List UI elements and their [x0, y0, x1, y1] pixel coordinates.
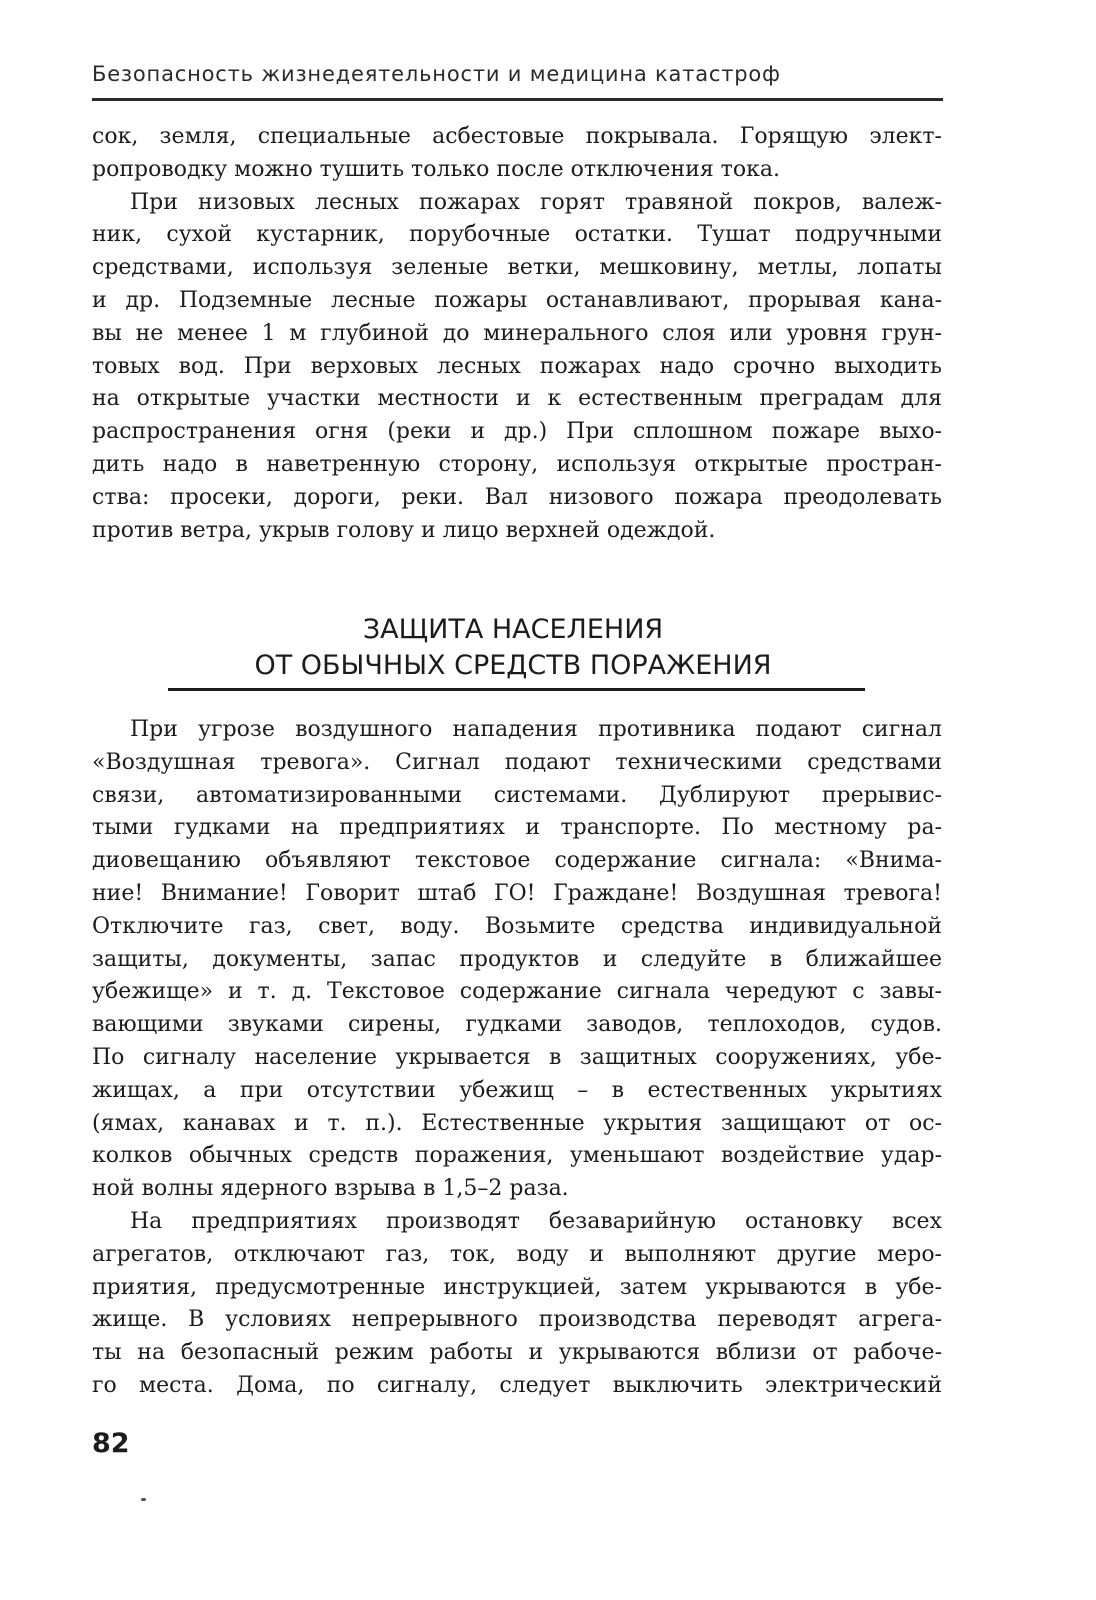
text-line: ропроводку можно тушить только после отключения тока. — [92, 156, 780, 182]
text-line: жище. В условиях непрерывного производства переводят агрега- — [92, 1307, 942, 1333]
text-line: (ямах, канавах и т. п.). Естественные укрытия защищают от ос- — [92, 1110, 942, 1136]
text-line: защиты, документы, запас продуктов и следуйте в ближайшее — [92, 946, 942, 972]
running-head: Безопасность жизнедеятельности и медицина катастроф — [92, 62, 781, 86]
text-line: тыми гудками на предприятиях и транспорте. По местному ра- — [92, 815, 942, 841]
text-line: По сигналу население укрывается в защитных сооружениях, убе- — [92, 1044, 942, 1070]
text-line: приятия, предусмотренные инструкцией, затем укрываются в убе- — [92, 1274, 942, 1300]
text-line: вы не менее 1 м глубиной до минерального слоя или уровня грун- — [92, 320, 942, 346]
text-line: связи, автоматизированными системами. Дублируют прерывис- — [92, 782, 942, 808]
text-line: При низовых лесных пожарах горят травяной покров, валеж- — [130, 189, 942, 215]
text-line: го места. Дома, по сигналу, следует выключить электрический — [92, 1372, 942, 1398]
running-head-rule — [92, 98, 943, 101]
text-line: ник, сухой кустарник, порубочные остатки. Тушат подручными — [92, 222, 942, 248]
section-title — [160, 612, 866, 684]
text-line: ты на безопасный режим работы и укрываются вблизи от рабоче- — [92, 1340, 942, 1366]
section-title-line-1: ЗАЩИТА НАСЕЛЕНИЯ — [362, 614, 664, 645]
text-line: ства: просеки, дороги, реки. Вал низового пожара преодолевать — [92, 484, 942, 510]
section-title-rule — [168, 688, 865, 691]
text-line: агрегатов, отключают газ, ток, воду и выполняют другие меро- — [92, 1241, 942, 1267]
text-line: ной волны ядерного взрыва в 1,5–2 раза. — [92, 1176, 569, 1202]
text-line: средствами, используя зеленые ветки, мешковину, метлы, лопаты — [92, 255, 942, 281]
text-line: вающими звуками сирены, гудками заводов, теплоходов, судов. — [92, 1012, 942, 1038]
text-line: дить надо в наветренную сторону, используя открытые простран- — [92, 451, 942, 477]
text-block-protection — [92, 714, 942, 1403]
text-line: диовещанию объявляют текстовое содержание сигнала: «Внима- — [92, 848, 942, 874]
print-speck — [141, 1498, 146, 1501]
text-line: ние! Внимание! Говорит штаб ГО! Граждане! Воздушная тревога! — [92, 880, 942, 906]
section-title-line-2: ОТ ОБЫЧНЫХ СРЕДСТВ ПОРАЖЕНИЯ — [254, 650, 772, 681]
text-line: При угрозе воздушного нападения противника подают сигнал — [130, 717, 942, 742]
page-number: 82 — [92, 1428, 130, 1459]
text-line: жищах, а при отсутствии убежищ – в естественных укрытиях — [92, 1077, 942, 1103]
text-line: «Воздушная тревога». Сигнал подают техническими средствами — [92, 749, 942, 775]
text-line: против ветра, укрыв голову и лицо верхней одеждой. — [92, 517, 716, 543]
text-line: сок, земля, специальные асбестовые покрывала. Горящую элект- — [92, 124, 942, 149]
text-line: колков обычных средств поражения, уменьшают воздействие удар- — [92, 1143, 942, 1169]
text-block-fires — [92, 121, 942, 547]
text-line: на открытые участки местности и к естественным преградам для — [92, 386, 942, 412]
text-line: убежище» и т. д. Текстовое содержание сигнала чередуют с завы- — [92, 979, 942, 1005]
text-line: На предприятиях производят безаварийную остановку всех — [130, 1208, 942, 1234]
text-line: Отключите газ, свет, воду. Возьмите средства индивидуальной — [92, 913, 942, 939]
text-line: распространения огня (реки и др.) При сплошном пожаре выхо- — [92, 419, 942, 445]
text-line: товых вод. При верховых лесных пожарах надо срочно выходить — [92, 353, 942, 379]
text-line: и др. Подземные лесные пожары останавливают, прорывая кана- — [92, 287, 942, 313]
